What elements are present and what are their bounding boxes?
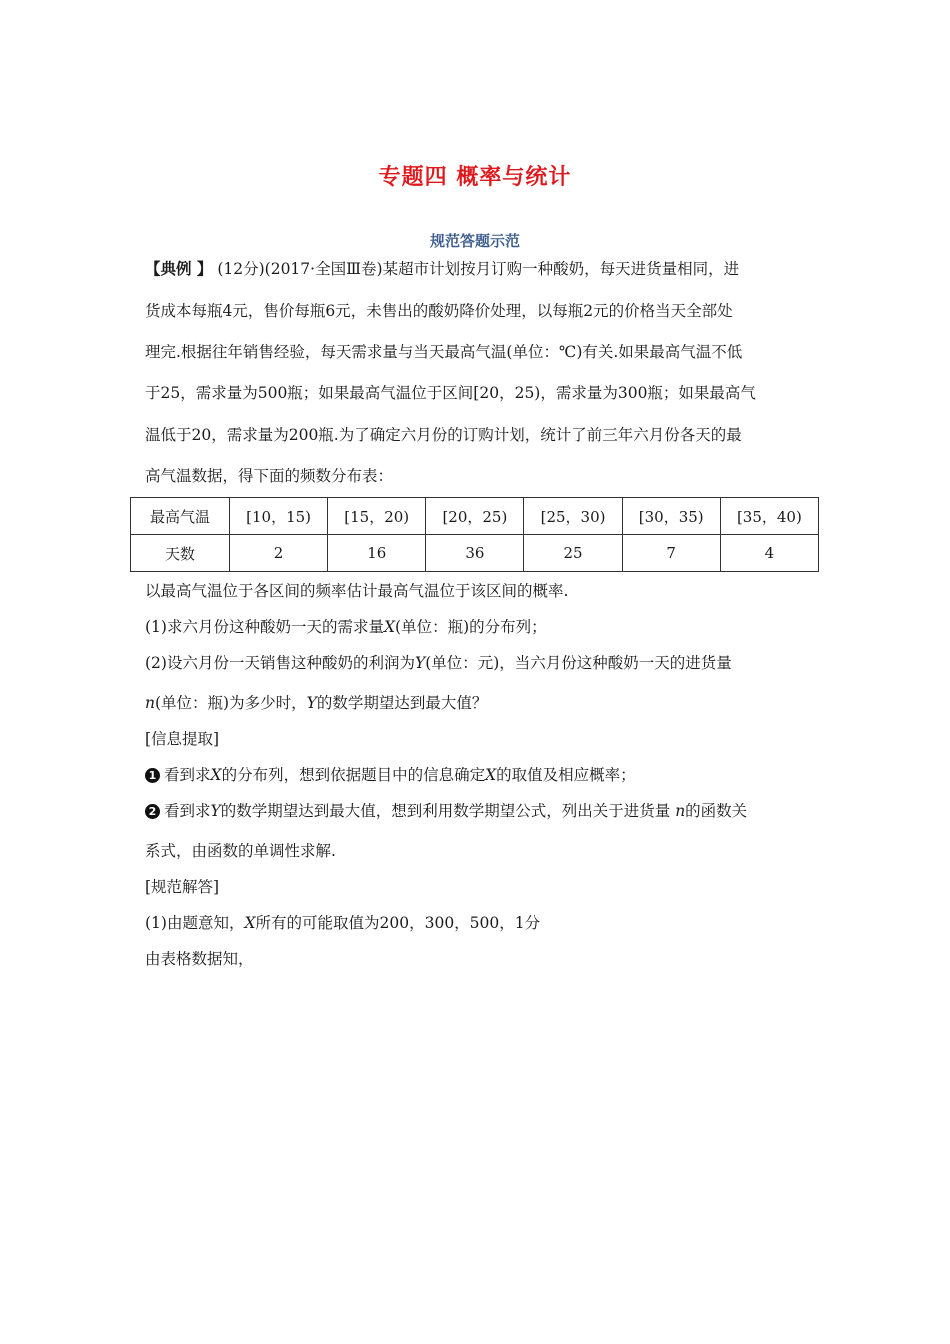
table-cell: 36 [426,535,524,572]
question-2-line-2 [145,692,810,714]
number-2-icon: 2 [145,804,160,819]
table-cell: [15，20) [328,498,426,535]
table-header-cell: 最高气温 [131,498,230,535]
q2-post: (单位：元)，当六月份这种酸奶一天的进货量 [425,654,732,672]
table-row [131,498,819,535]
info1-var: X [210,766,222,784]
info-item-2-line-2: 系式，由函数的单调性求解. [145,842,336,860]
table-cell: [35，40) [720,498,818,535]
info1-post: 的取值及相应概率； [496,766,636,784]
info-item-2 [145,800,810,822]
table-header-cell: 天数 [131,535,230,572]
example-line-3: 理完.根据往年销售经验，每天需求量与当天最高气温(单位：℃)有关.如果最高气温不低 [145,343,743,361]
number-1-icon: 1 [145,768,160,783]
section-subtitle: 规范答题示范 [429,232,520,250]
page-title: 专题四 概率与统计 [378,165,572,190]
example-line-4: 于25，需求量为500瓶；如果最高气温位于区间[20，25)，需求量为300瓶；如果最高气 [145,384,756,402]
q2-l2-mid: (单位：瓶)为多少时， [154,694,307,712]
q2-pre: (2)设六月份一天销售这种酸奶的利润为 [145,654,415,672]
sol1-var: X [244,914,256,932]
info1-pre: 看到求 [164,766,211,784]
q1-post: (单位：瓶)的分布列； [395,618,547,636]
table-cell: 7 [622,535,720,572]
q2-l2-var: n [145,694,155,712]
q2-var: Y [414,654,426,672]
sol1-pre: (1)由题意知， [145,914,245,932]
example-line-2: 货成本每瓶4元，售价每瓶6元，未售出的酸奶降价处理，以每瓶2元的价格当天全部处 [145,302,733,320]
table-cell: 25 [524,535,622,572]
info2-var: Y [210,802,221,820]
example-tag: 【典例 】 [145,260,213,278]
example-line-1 [145,258,810,280]
table-cell: [10，15) [230,498,328,535]
solution-line-1 [145,912,810,934]
info1-mid: 的分布列，想到依据题目中的信息确定 [221,766,486,784]
q1-pre: (1)求六月份这种酸奶一天的需求量 [145,618,384,636]
info2-mid: 的数学期望达到最大值，想到利用数学期望公式，列出关于进货量 [220,802,676,820]
solution-line-2: 由表格数据知， [145,950,254,968]
frequency-table [130,497,819,572]
q2-l2-var2: Y [306,694,317,712]
table-cell: [25，30) [524,498,622,535]
info1-var2: X [485,766,497,784]
example-line-6: 高气温数据，得下面的频数分布表： [145,467,394,485]
info2-pre: 看到求 [164,802,211,820]
q2-l2-post: 的数学期望达到最大值？ [316,694,488,712]
example-line-5: 温低于20，需求量为200瓶.为了确定六月份的订购计划，统计了前三年六月份各天的最 [145,426,742,444]
after-table-text: 以最高气温位于各区间的频率估计最高气温位于该区间的概率. [145,582,569,600]
table-cell: 4 [720,535,818,572]
info2-post: 的函数关 [685,802,748,820]
question-2 [145,652,810,674]
table-cell: [20，25) [426,498,524,535]
table-cell: 2 [230,535,328,572]
question-1 [145,616,810,638]
info-heading: [信息提取] [145,730,220,748]
example-text-1: (12分)(2017·全国Ⅲ卷)某超市计划按月订购一种酸奶，每天进货量相同，进 [217,260,740,278]
q1-var: X [383,618,396,636]
sol1-post: 所有的可能取值为200，300，500，1分 [255,914,541,932]
table-cell: [30，35) [622,498,720,535]
info2-var2: n [675,802,686,820]
table-cell: 16 [328,535,426,572]
table-row [131,535,819,572]
solution-heading: [规范解答] [145,878,220,896]
info-item-1 [145,764,810,786]
